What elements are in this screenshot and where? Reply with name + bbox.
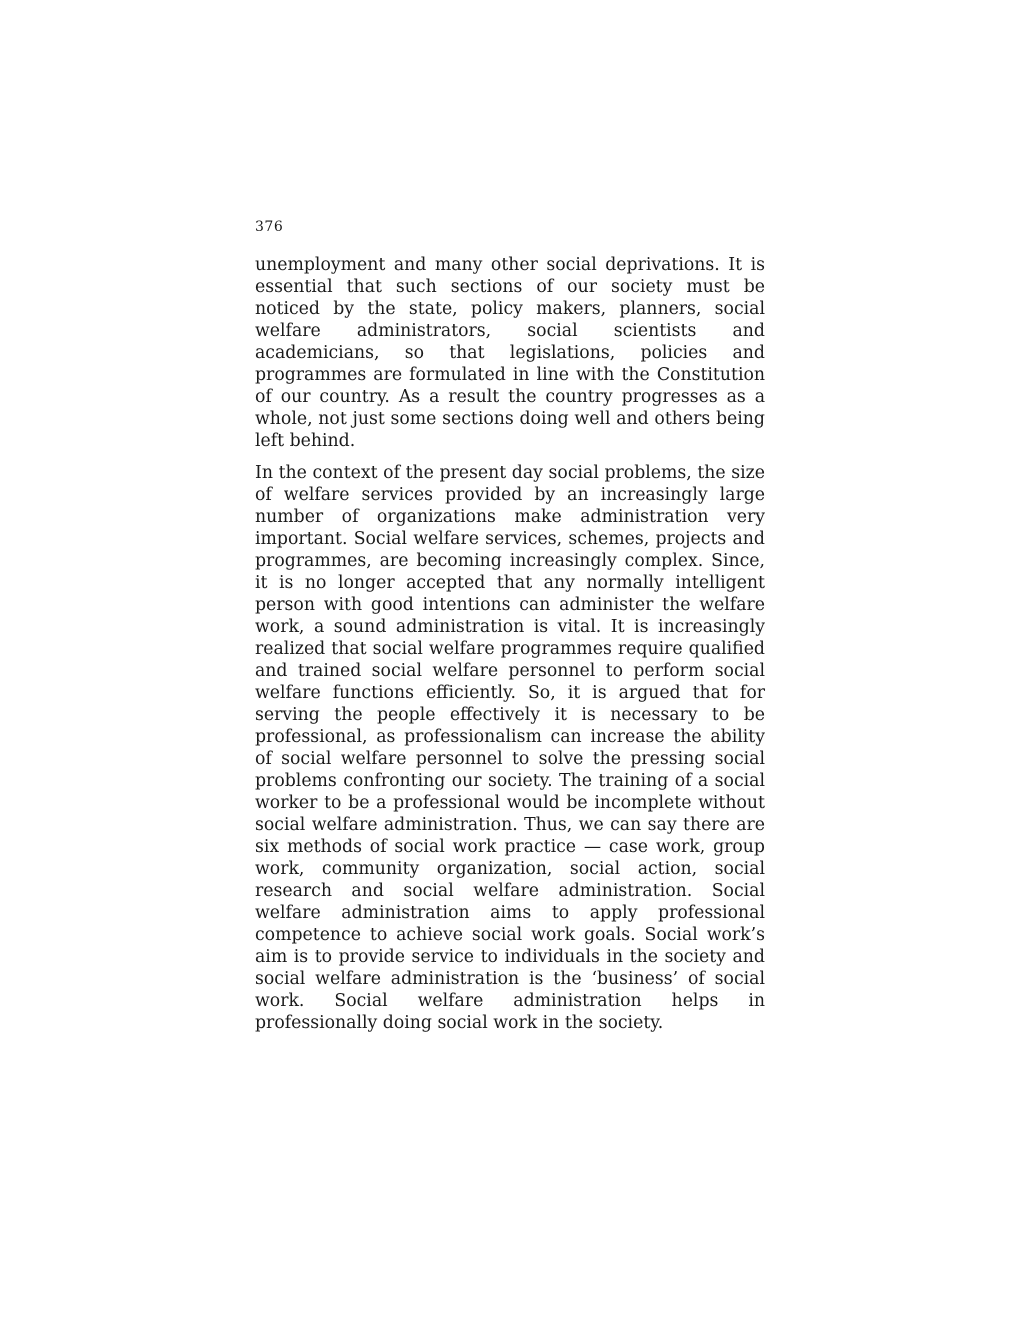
page-number: 376 — [255, 219, 284, 235]
document-page — [255, 216, 765, 1034]
body-paragraph-2: In the context of the present day social problems, the size of welfare services provided by an increasingly large number of organizations make administration very important. Social welfare services, schemes, projects and programmes, are becoming increasingly complex. Since, it is no longer accepted that any normally intelligent person with good intentions can administer the welfare work, a sound administration is vital. It is increasingly realized that social welfare programmes require qualified and trained social welfare personnel to perform social welfare functions efficiently. So, it is argued that for serving the people effectively it is necessary to be professional, as professionalism can increase the ability of social welfare personnel to solve the pressing social problems confronting our society. The training of a social worker to be a professional would be incomplete without social welfare administration. Thus, we can say there are six methods of social work practice — case work, group work, community organization, social action, social research and social welfare administration. Social welfare administration aims to apply professional competence to achieve social work goals. Social work’s aim is to provide service to individuals in the society and social welfare administration is the ‘business’ of social work. Social welfare administration helps in professionally doing social work in the society. — [255, 463, 765, 1033]
body-paragraph-1: unemployment and many other social deprivations. It is essential that such sections of our society must be noticed by the state, policy makers, planners, social welfare administrators, social scientists and academicians, so that legislations, policies and programmes are formulated in line with the Constitution of our country. As a result the country progresses as a whole, not just some sections doing well and others being left behind. — [255, 255, 765, 451]
